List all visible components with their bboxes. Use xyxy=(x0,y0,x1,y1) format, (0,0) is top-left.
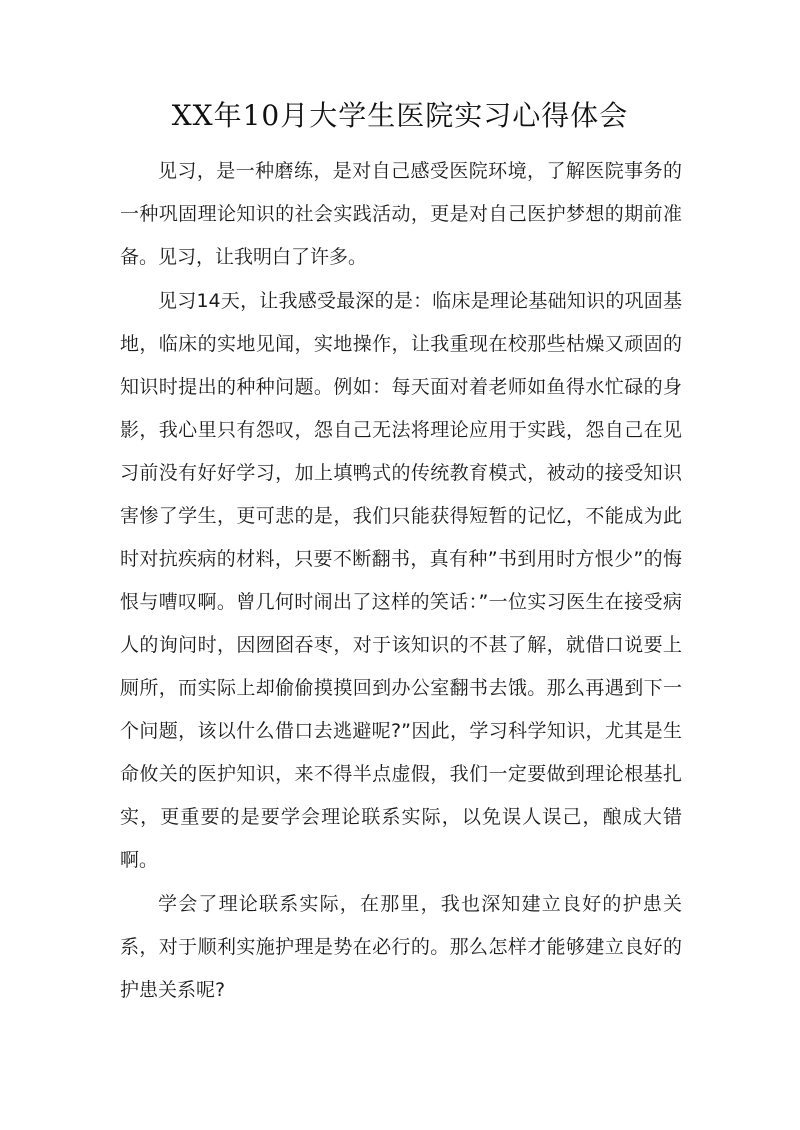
paragraph-1: 见习，是一种磨练，是对自己感受医院环境，了解医院事务的一种巩固理论知识的社会实践活动，更是对自己医护梦想的期前准备。见习，让我明白了许多。 xyxy=(120,160,682,268)
paragraph-3: 学会了理论联系实际，在那里，我也深知建立良好的护患关系，对于顺利实施护理是势在必行的。那么怎样才能够建立良好的护患关系呢? xyxy=(120,893,682,1001)
paragraph-2: 见习14天，让我感受最深的是：临床是理论基础知识的巩固基地，临床的实地见闻，实地操作，让我重现在校那些枯燥又顽固的知识时提出的种种问题。例如：每天面对着老师如鱼得水忙碌的身影，我心里只有怨叹，怨自己无法将理论应用于实践，怨自己在见习前没有好好学习，加上填鸭式的传统教育模式，被动的接受知识害惨了学生，更可悲的是，我们只能获得短暂的记忆，不能成为此时对抗疾病的材料，只要不断翻书，真有种”书到用时方恨少”的悔恨与嘈叹啊。曾几何时闹出了这样的笑话：”一位实习医生在接受病人的询问时，因囫囵吞枣，对于该知识的不甚了解，就借口说要上厕所，而实际上却偷偷摸摸回到办公室翻书去饿。那么再遇到下一个问题，该以什么借口去逃避呢?”因此，学习科学知识，尤其是生命攸关的医护知识，来不得半点虚假，我们一定要做到理论根基扎实，更重要的是要学会理论联系实际，以免误人误己，酿成大错啊。 xyxy=(120,290,682,871)
document-body xyxy=(120,150,682,1013)
document-title: XX年10月大学生医院实习心得体会 xyxy=(171,99,629,132)
